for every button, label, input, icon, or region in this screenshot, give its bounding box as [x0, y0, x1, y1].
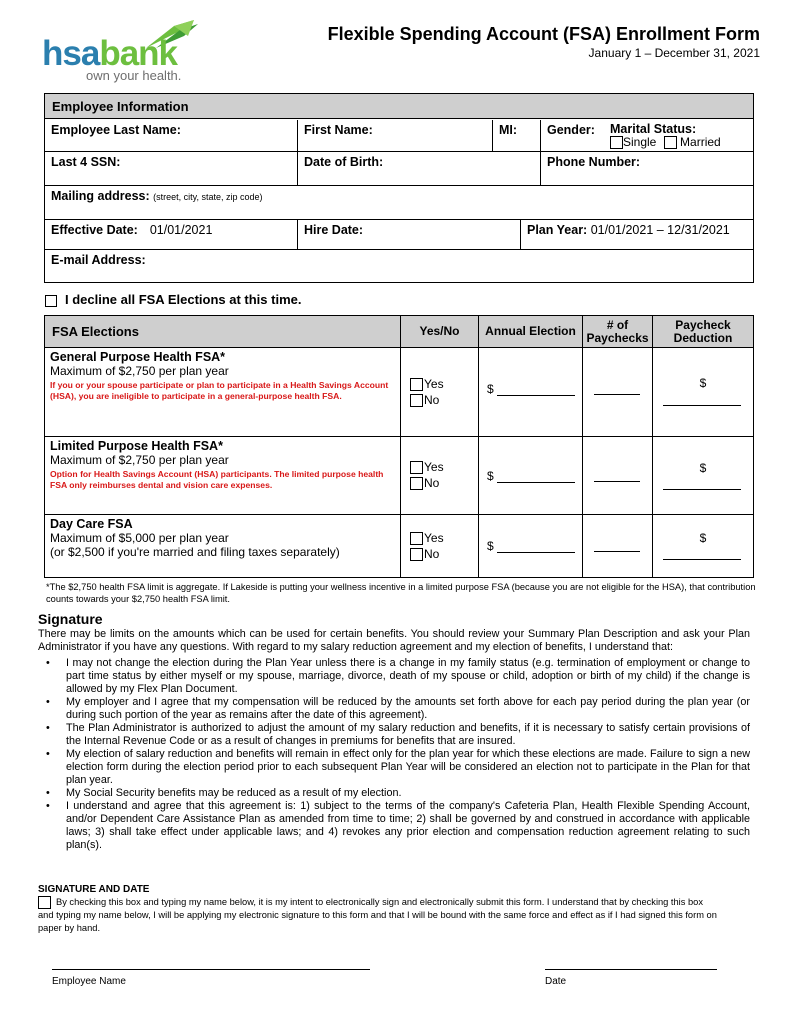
- num-paychecks-cell[interactable]: [582, 348, 652, 436]
- num-paychecks-cell[interactable]: [582, 437, 652, 514]
- no-checkbox[interactable]: [410, 548, 423, 561]
- list-item: • The Plan Administrator is authorized to adjust the amount of my salary reduction and benefits, if it is necessary to satisfy certain provisions of the Internal Revenue Code or as a result of changes in premiums for benefits that are insured.: [38, 722, 750, 748]
- list-item: • My Social Security benefits may be reduced as a result of my election.: [38, 787, 750, 800]
- yes-no-cell: Yes No: [400, 515, 478, 577]
- hire-date-field[interactable]: Hire Date:: [297, 220, 520, 249]
- plan-description: [45, 348, 400, 436]
- name-row: [45, 120, 753, 152]
- signature-heading: Signature: [38, 611, 103, 627]
- page-title: Flexible Spending Account (FSA) Enrollment Form: [327, 24, 760, 44]
- no-checkbox[interactable]: [410, 394, 423, 407]
- employee-name-label: Employee Name: [52, 976, 126, 987]
- employee-name-input-line[interactable]: [52, 969, 370, 970]
- plan-max-note: (or $2,500 if you're married and filing taxes separately): [50, 545, 340, 559]
- table-row: [45, 348, 753, 437]
- mailing-address-field[interactable]: Mailing address: (street, city, state, zip code): [51, 189, 263, 203]
- yes-checkbox[interactable]: [410, 461, 423, 474]
- mailing-row: [45, 186, 753, 220]
- deduction-cell[interactable]: $: [652, 515, 753, 577]
- col-yes-no: Yes/No: [400, 316, 478, 347]
- list-item: • My employer and I agree that my compensation will be reduced by the amounts set forth above for each pay period during the plan year (or during such portion of the year as remains after the date of this agreement).: [38, 696, 750, 722]
- plan-max: Maximum of $5,000 per plan year: [50, 531, 229, 545]
- yes-checkbox[interactable]: [410, 532, 423, 545]
- col-annual-election: Annual Election: [478, 316, 582, 347]
- list-item: • I may not change the election during the Plan Year unless there is a change in my family status (e.g. termination of employment or change to part time status by either myself or my spouse, marriage, divorce, death of my spouse or child, adoption or birth of my child) if the change is allowed by my Flex Plan Document.: [38, 657, 750, 696]
- married-checkbox[interactable]: [664, 136, 677, 149]
- marital-status-field: [602, 120, 753, 151]
- mi-field[interactable]: MI:: [492, 120, 540, 151]
- plan-name: Limited Purpose Health FSA*: [50, 439, 223, 453]
- date-input-line[interactable]: [545, 969, 717, 970]
- annual-election-cell[interactable]: $: [478, 437, 582, 514]
- ssn-row: [45, 152, 753, 186]
- yes-no-cell: Yes No: [400, 437, 478, 514]
- ssn-field[interactable]: Last 4 SSN:: [51, 155, 121, 169]
- married-label: Married: [680, 135, 721, 149]
- decline-checkbox[interactable]: [45, 295, 57, 307]
- plan-description: [45, 437, 400, 514]
- page-subtitle: January 1 – December 31, 2021: [588, 46, 760, 60]
- signature-intro: There may be limits on the amounts which can be used for certain benefits. You should review your Summary Plan Description and ask your Plan Administrator if you have any questions. With regard to my salary reduction agreement and my election of benefits, I understand that:: [38, 628, 750, 653]
- col-num-paychecks: # of Paychecks: [582, 316, 652, 347]
- decline-option: [45, 292, 301, 307]
- no-checkbox[interactable]: [410, 477, 423, 490]
- plan-year-field: Plan Year: 01/01/2021 – 12/31/2021: [520, 220, 753, 249]
- date-label: Date: [545, 976, 567, 987]
- decline-label: I decline all FSA Elections at this time.: [65, 292, 302, 307]
- table-row: [45, 515, 753, 577]
- effective-date-field[interactable]: Effective Date: 01/01/2021: [51, 223, 213, 237]
- plan-max: Maximum of $2,750 per plan year: [50, 453, 229, 467]
- footnote: *The $2,750 health FSA limit is aggregate. If Lakeside is putting your wellness incentive in a limited purpose FSA (because you are not eligible for the HSA), that contribution counts towards your $2,750 health FSA limit.: [46, 582, 756, 604]
- signature-date-heading: SIGNATURE AND DATE: [38, 884, 150, 895]
- deduction-cell[interactable]: $: [652, 437, 753, 514]
- signature-terms-list: [38, 657, 750, 852]
- fsa-elections-table: [44, 315, 754, 578]
- section-title: Employee Information: [45, 94, 753, 119]
- col-elections: FSA Elections: [52, 324, 139, 339]
- dates-row: [45, 220, 753, 250]
- yes-no-cell: Yes No: [400, 348, 478, 436]
- email-field[interactable]: E-mail Address:: [51, 253, 146, 267]
- gender-field[interactable]: Gender:: [540, 120, 602, 151]
- col-paycheck-deduction: Paycheck Deduction: [652, 316, 753, 347]
- num-paychecks-cell[interactable]: [582, 515, 652, 577]
- annual-election-cell[interactable]: $: [478, 515, 582, 577]
- first-name-field[interactable]: First Name:: [297, 120, 492, 151]
- logo-wordmark: hsabank: [42, 34, 178, 73]
- annual-election-cell[interactable]: $: [478, 348, 582, 436]
- list-item: • I understand and agree that this agreement is: 1) subject to the terms of the company's Cafeteria Plan, Health Flexible Spending Account, and/or Dependent Care Assistance Plan as amended from time to time; 2) shall be governed by and construed in accordance with applicable laws; 3) shall take effect under applicable laws; and 4) revokes any prior election and compensation reduction agreement relating to such plan(s).: [38, 800, 750, 852]
- plan-name: General Purpose Health FSA*: [50, 350, 226, 364]
- logo-tagline: own your health.: [86, 68, 182, 83]
- plan-max: Maximum of $2,750 per plan year: [50, 364, 229, 378]
- dob-field[interactable]: Date of Birth:: [297, 152, 540, 185]
- last-name-field[interactable]: Employee Last Name:: [51, 123, 181, 137]
- plan-note: Option for Health Savings Account (HSA) participants. The limited purpose health FSA only reimburses dental and vision care expenses.: [50, 469, 384, 490]
- table-header: [45, 316, 753, 348]
- table-row: [45, 437, 753, 515]
- list-item: • My election of salary reduction and benefits will remain in effect only for the plan year for which these elections are made. Failure to sign a new election form during the election period prior to each subsequent Plan Year will be considered an election not to participate in the Plan for that plan year.: [38, 748, 750, 787]
- single-label: Single: [623, 135, 657, 149]
- yes-checkbox[interactable]: [410, 378, 423, 391]
- plan-description: [45, 515, 400, 577]
- hsabank-logo: [40, 18, 200, 84]
- single-checkbox[interactable]: [610, 136, 623, 149]
- phone-field[interactable]: Phone Number:: [540, 152, 753, 185]
- deduction-cell[interactable]: $: [652, 348, 753, 436]
- employee-information-section: [44, 93, 754, 283]
- esign-consent-text: By checking this box and typing my name below, it is my intent to electronically sign and electronically submit this form. I understand that by checking this box and typing my name below, I will be applying my electronic signature to this form and that I will be bound with the same force and effect as if I had signed this form on paper by hand.: [38, 897, 717, 933]
- plan-name: Day Care FSA: [50, 517, 133, 531]
- marital-status-label: Marital Status:: [610, 122, 697, 136]
- plan-note: If you or your spouse participate or plan to participate in a Health Savings Account (HSA), you are ineligible to participate in a general-purpose health FSA.: [50, 380, 389, 401]
- email-row: [45, 250, 753, 282]
